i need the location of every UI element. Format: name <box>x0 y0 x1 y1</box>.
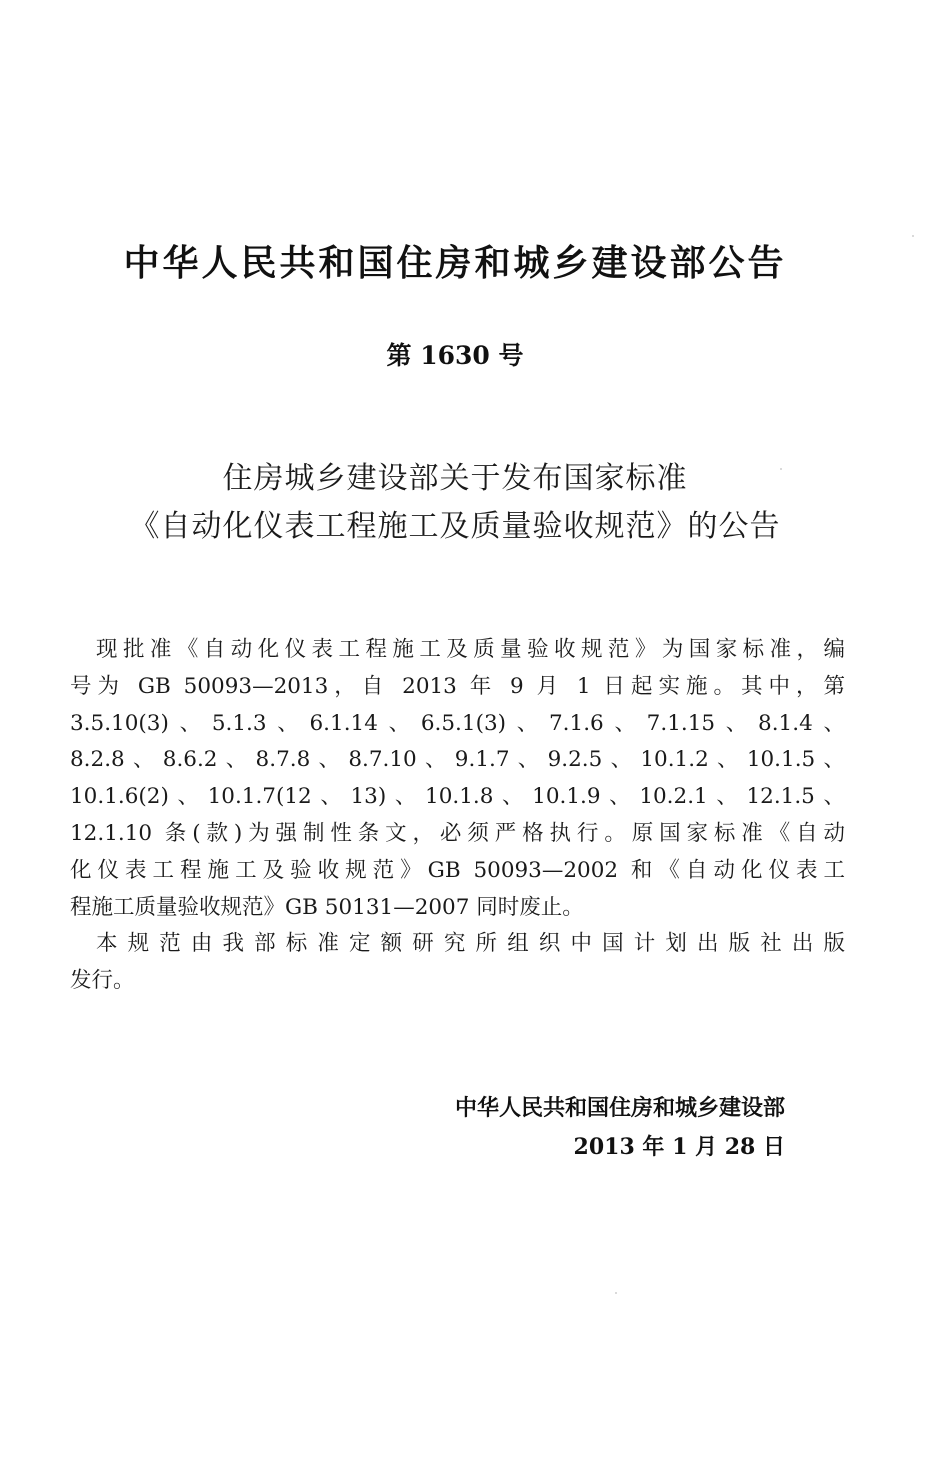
subject-line-1: 住房城乡建设部关于发布国家标准 <box>222 461 688 496</box>
signature-block <box>455 1090 785 1166</box>
body-line: 本规范由我部标准定额研究所组织中国计划出版社出版 <box>96 931 845 957</box>
scan-speck <box>615 1292 617 1294</box>
announcement-body <box>70 632 845 1000</box>
subject-line-2: 《自动化仪表工程施工及质量验收规范》的公告 <box>129 509 781 544</box>
ministry-title: 中华人民共和国住房和城乡建设部公告 <box>123 243 787 284</box>
body-line: 号为 GB 50093—2013，自 2013 年 9 月 1 日起实施。其中，第 <box>70 673 845 699</box>
body-line: 8.2.8、8.6.2、8.7.8、8.7.10、9.1.7、9.2.5、10.1.2、10.1.5、 <box>70 747 845 773</box>
issuer-name: 中华人民共和国住房和城乡建设部 <box>454 1096 785 1121</box>
body-line: 化仪表工程施工及验收规范》GB 50093—2002 和《自动化仪表工 <box>70 857 845 883</box>
body-line: 现批准《自动化仪表工程施工及质量验收规范》为国家标准，编 <box>96 637 845 662</box>
body-line: 12.1.10 条(款)为强制性条文，必须严格执行。原国家标准《自动 <box>70 820 845 846</box>
scan-speck <box>912 235 914 237</box>
notice-number: 第 1630 号 <box>386 341 524 370</box>
body-line: 发行。 <box>70 968 135 994</box>
issue-date: 2013 年 1 月 28 日 <box>573 1134 785 1160</box>
body-line: 程施工质量验收规范》GB 50131—2007 同时废止。 <box>70 894 584 920</box>
announcement-subject <box>0 455 910 551</box>
body-line: 3.5.10(3)、5.1.3、6.1.14、6.5.1(3)、7.1.6、7.1.15、8.1.4、 <box>70 710 845 736</box>
body-line: 10.1.6(2)、10.1.7(12、13)、10.1.8、10.1.9、10.2.1、12.1.5、 <box>70 784 845 810</box>
